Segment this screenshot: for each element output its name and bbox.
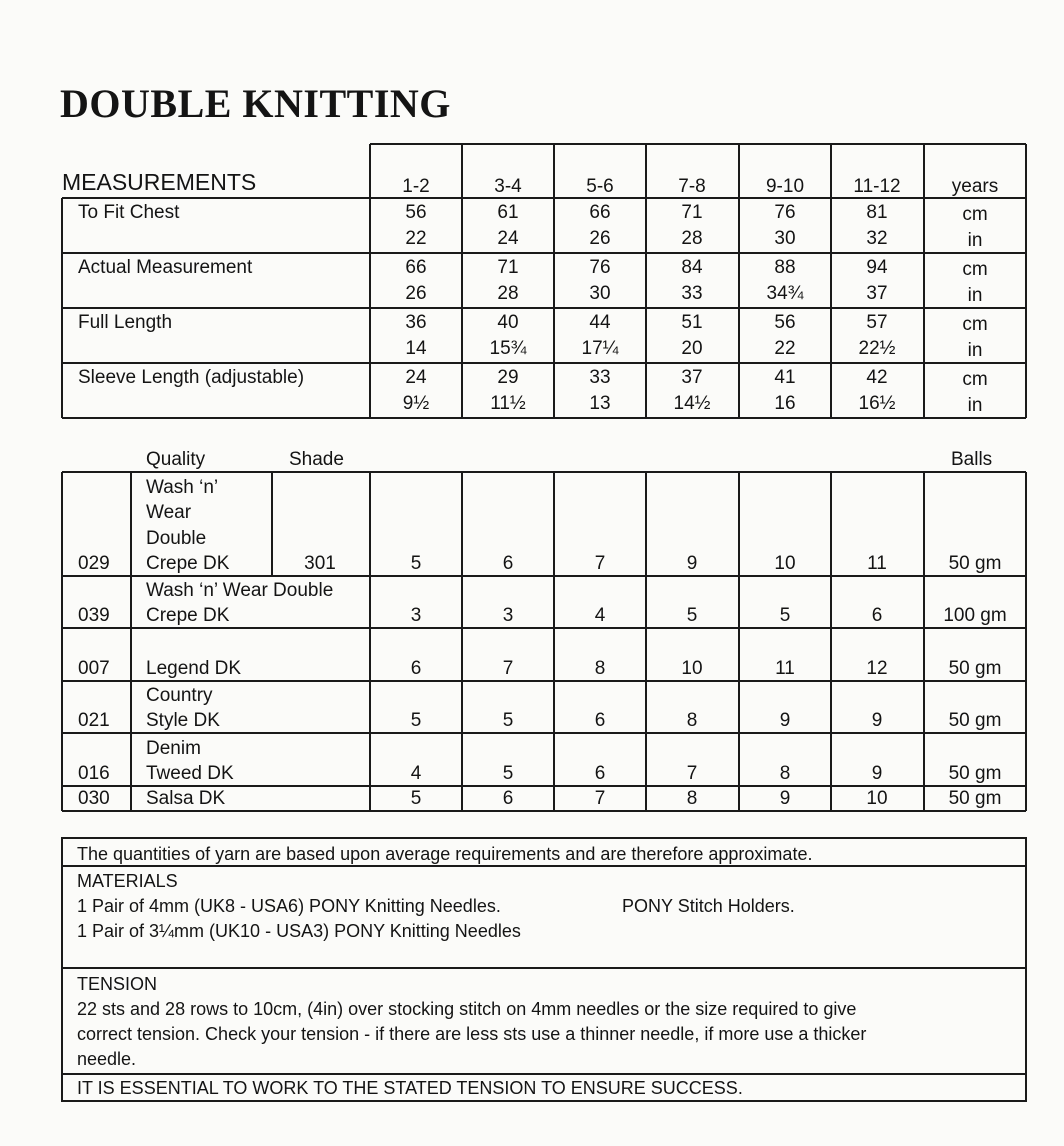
yarn-quality: Country	[146, 684, 213, 706]
quality-header: Quality	[146, 449, 206, 470]
measurement-value: 94	[866, 257, 888, 278]
measurement-value: 16½	[858, 393, 896, 414]
yarn-balls: 5	[410, 710, 422, 731]
yarn-balls: 3	[410, 605, 422, 626]
measurement-value: 33	[681, 283, 703, 304]
measurement-value: 56	[774, 312, 796, 333]
yarn-balls: 9	[779, 788, 791, 809]
years-header: years	[951, 176, 999, 197]
measurement-value: 76	[774, 202, 796, 223]
tension-line: needle.	[77, 1049, 137, 1069]
yarn-balls: 7	[502, 658, 514, 679]
yarn-quality: Wash ‘n’ Wear Double	[146, 579, 334, 601]
measurement-value: 30	[774, 228, 796, 249]
yarn-balls: 9	[686, 553, 698, 574]
yarn-balls: 8	[594, 658, 606, 679]
measurement-unit: cm	[962, 314, 988, 335]
measurement-value: 9½	[402, 393, 430, 414]
measurement-value: 16	[774, 393, 796, 414]
yarn-balls: 8	[686, 710, 698, 731]
measurement-value: 37	[681, 367, 703, 388]
yarn-balls: 5	[410, 553, 422, 574]
measurement-value: 81	[866, 202, 888, 223]
measurement-value: 66	[589, 202, 611, 223]
yarn-balls: 8	[779, 763, 791, 784]
yarn-balls: 11	[775, 658, 795, 679]
measurement-value: 76	[589, 257, 611, 278]
measurement-value: 33	[589, 367, 611, 388]
yarn-code: 039	[78, 605, 110, 626]
tension-line: 22 sts and 28 rows to 10cm, (4in) over stocking stitch on 4mm needles or the size required to give	[77, 999, 857, 1019]
measurement-value: 14½	[673, 393, 711, 414]
measurement-row-label: Actual Measurement	[78, 257, 253, 278]
measurement-value: 11½	[490, 393, 526, 414]
yarn-balls: 9	[871, 763, 883, 784]
measurement-unit: in	[967, 395, 983, 416]
yarn-balls: 10	[774, 553, 796, 574]
measurement-value: 61	[497, 202, 519, 223]
measurement-unit: cm	[962, 259, 988, 280]
measurement-value: 88	[774, 257, 796, 278]
yarn-quality: Crepe DK	[146, 553, 230, 574]
measurement-value: 24	[497, 228, 519, 249]
yarn-quality: Wear	[146, 502, 192, 523]
measurement-row-label: To Fit Chest	[78, 202, 180, 223]
yarn-code: 007	[78, 658, 110, 679]
yarn-balls: 5	[502, 763, 514, 784]
measurement-value: 37	[866, 283, 888, 304]
yarn-weight: 100 gm	[943, 605, 1007, 626]
yarn-balls: 6	[594, 763, 606, 784]
measurement-value: 22	[774, 338, 796, 359]
measurement-value: 84	[681, 257, 703, 278]
measurement-value: 34¾	[766, 283, 804, 304]
materials-line: PONY Stitch Holders.	[622, 896, 795, 916]
measurement-value: 20	[681, 338, 703, 359]
measurement-value: 15¾	[489, 338, 527, 359]
measurement-row-label: Full Length	[78, 312, 173, 333]
measurement-value: 71	[681, 202, 703, 223]
yarn-balls: 9	[871, 710, 883, 731]
yarn-quality: Denim	[146, 737, 201, 759]
measurement-value: 28	[497, 283, 519, 304]
yarn-balls: 6	[871, 605, 883, 626]
yarn-code: 016	[78, 763, 110, 784]
yarn-balls: 6	[502, 788, 514, 809]
measurement-value: 51	[681, 312, 703, 333]
measurement-value: 41	[774, 367, 796, 388]
yarn-balls: 8	[686, 788, 698, 809]
measurement-row-label: Sleeve Length (adjustable)	[78, 367, 305, 388]
yarn-balls: 4	[410, 763, 422, 784]
yarn-balls: 5	[410, 788, 422, 809]
measurement-value: 28	[681, 228, 703, 249]
measurement-value: 14	[405, 338, 427, 359]
measurement-value: 29	[497, 367, 519, 388]
yarn-weight: 50 gm	[948, 710, 1002, 731]
materials-heading: MATERIALS	[77, 871, 178, 891]
measurement-unit: in	[967, 285, 983, 306]
yarn-balls: 3	[502, 605, 514, 626]
yarn-quality: Double	[146, 527, 207, 549]
yarn-quality: Style DK	[146, 710, 220, 731]
yarn-code: 030	[78, 788, 110, 809]
yarn-weight: 50 gm	[948, 658, 1002, 679]
measurement-unit: cm	[962, 369, 988, 390]
measurement-value: 26	[405, 283, 427, 304]
yarn-balls: 4	[594, 605, 606, 626]
tension-heading: TENSION	[77, 974, 158, 994]
yarn-quality: Wash ‘n’	[146, 476, 219, 498]
size-header: 7-8	[678, 176, 706, 197]
measurement-value: 66	[405, 257, 427, 278]
tension-line: correct tension. Check your tension - if there are less sts use a thinner needle, if more use a thicker	[77, 1024, 867, 1044]
yarn-shade: 301	[304, 553, 336, 574]
size-header: 1-2	[402, 176, 430, 197]
measurement-unit: in	[967, 340, 983, 361]
measurement-value: 71	[497, 257, 519, 278]
measurement-value: 22	[405, 228, 427, 249]
measurement-value: 57	[866, 312, 888, 333]
yarn-balls: 11	[867, 553, 887, 574]
yarn-balls: 7	[686, 763, 698, 784]
yarn-balls: 5	[502, 710, 514, 731]
yarn-balls: 10	[866, 788, 888, 809]
balls-header: Balls	[951, 449, 993, 470]
yarn-weight: 50 gm	[948, 788, 1002, 809]
yarn-balls: 6	[502, 553, 514, 574]
essential-note: IT IS ESSENTIAL TO WORK TO THE STATED TENSION TO ENSURE SUCCESS.	[77, 1078, 743, 1098]
yarn-code: 029	[78, 553, 110, 574]
measurement-unit: in	[967, 230, 983, 251]
quantities-note: The quantities of yarn are based upon average requirements and are therefore approximate.	[77, 844, 813, 864]
yarn-quality: Legend DK	[146, 658, 242, 679]
size-header: 11-12	[853, 176, 901, 197]
yarn-balls: 6	[594, 710, 606, 731]
yarn-quality: Salsa DK	[146, 788, 226, 809]
measurement-value: 26	[589, 228, 611, 249]
yarn-balls: 10	[681, 658, 703, 679]
yarn-balls: 5	[686, 605, 698, 626]
yarn-balls: 12	[866, 658, 888, 679]
yarn-balls: 6	[410, 658, 422, 679]
page-title: DOUBLE KNITTING	[60, 81, 451, 126]
yarn-weight: 50 gm	[948, 763, 1002, 784]
yarn-quality: Crepe DK	[146, 605, 230, 626]
measurement-value: 56	[405, 202, 427, 223]
materials-line: 1 Pair of 4mm (UK8 - USA6) PONY Knitting Needles.	[77, 896, 501, 916]
measurement-value: 42	[866, 367, 888, 388]
size-header: 5-6	[586, 176, 614, 197]
yarn-balls: 7	[594, 553, 606, 574]
yarn-balls: 7	[594, 788, 606, 809]
measurement-value: 24	[405, 367, 427, 388]
shade-header: Shade	[289, 449, 344, 470]
measurement-value: 17¼	[581, 338, 619, 359]
yarn-balls: 5	[779, 605, 791, 626]
measurement-value: 30	[589, 283, 611, 304]
measurement-unit: cm	[962, 204, 988, 225]
measurement-value: 40	[497, 312, 519, 333]
measurement-value: 22½	[858, 338, 896, 359]
yarn-balls: 9	[779, 710, 791, 731]
measurements-heading: MEASUREMENTS	[62, 169, 257, 195]
measurement-value: 36	[405, 312, 427, 333]
yarn-weight: 50 gm	[948, 553, 1002, 574]
materials-line: 1 Pair of 3¼mm (UK10 - USA3) PONY Knitting Needles	[77, 921, 521, 941]
measurement-value: 32	[866, 228, 888, 249]
size-header: 9-10	[765, 176, 805, 197]
measurement-value: 13	[589, 393, 611, 414]
yarn-quality: Tweed DK	[146, 763, 234, 784]
measurement-value: 44	[589, 312, 611, 333]
yarn-code: 021	[78, 710, 110, 731]
size-header: 3-4	[494, 176, 522, 197]
